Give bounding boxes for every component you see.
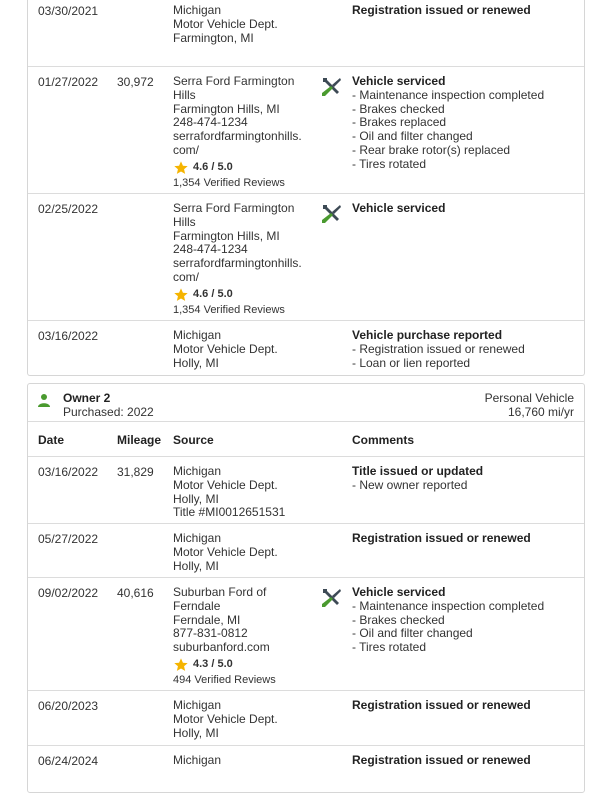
- record-date: 03/30/2021: [38, 4, 99, 18]
- source-line: Motor Vehicle Dept.: [173, 711, 278, 726]
- dealer-phone-link[interactable]: 248-474-1234: [173, 242, 248, 257]
- record-comments: [352, 202, 582, 216]
- source-line: Holly, MI: [173, 725, 219, 740]
- source-line: Motor Vehicle Dept.: [173, 341, 278, 356]
- comment-item: - Oil and filter changed: [352, 626, 473, 641]
- dealer-rating[interactable]: [173, 287, 313, 303]
- record-source: [173, 465, 313, 520]
- comment-title: Registration issued or renewed: [352, 3, 531, 17]
- record-comments: [352, 699, 582, 713]
- comment-title: Vehicle serviced: [352, 74, 446, 88]
- comment-item: - Brakes replaced: [352, 115, 447, 130]
- record-mileage: 30,972: [117, 75, 154, 89]
- comment-item: - Oil and filter changed: [352, 129, 473, 144]
- rating-score: 4.3 / 5.0: [193, 658, 233, 671]
- record-date: 06/20/2023: [38, 699, 99, 713]
- owner-header: [28, 384, 584, 422]
- dealer-phone-link[interactable]: 248-474-1234: [173, 115, 248, 130]
- rating-score: 4.6 / 5.0: [193, 160, 233, 173]
- dealer-name-link[interactable]: Serra Ford Farmington: [173, 74, 295, 88]
- dealer-website-link[interactable]: com/: [173, 269, 200, 284]
- record-comments: [352, 4, 582, 18]
- star-icon: [173, 160, 189, 176]
- owner-title: Owner 2: [63, 391, 111, 405]
- history-row: [28, 524, 584, 578]
- source-line: Michigan: [173, 328, 222, 342]
- comment-title: Vehicle serviced: [352, 201, 446, 215]
- record-source: [173, 532, 313, 573]
- dealer-website-link[interactable]: serrafordfarmingtonhills.: [173, 256, 302, 271]
- dealer-rating[interactable]: [173, 657, 313, 673]
- history-row: [28, 746, 584, 794]
- source-line: Motor Vehicle Dept.: [173, 477, 278, 492]
- dealer-name-link[interactable]: Hills: [173, 87, 196, 102]
- history-row: [28, 321, 584, 376]
- record-mileage: 40,616: [117, 586, 154, 600]
- comment-title: Title issued or updated: [352, 464, 484, 478]
- record-comments: [352, 75, 582, 172]
- source-line: Holly, MI: [173, 491, 219, 506]
- wrench-screwdriver-icon: [319, 586, 343, 610]
- col-header-source: Source: [173, 433, 214, 447]
- source-line: Michigan: [173, 464, 222, 478]
- record-source: [173, 4, 313, 45]
- record-date: 06/24/2024: [38, 754, 99, 768]
- record-date: 01/27/2022: [38, 75, 99, 89]
- dealer-name-link[interactable]: Suburban Ford of: [173, 585, 267, 599]
- record-source: [173, 754, 313, 768]
- record-comments: [352, 586, 582, 655]
- annual-miles: 16,760 mi/yr: [507, 405, 574, 419]
- verified-reviews-link[interactable]: 494 Verified Reviews: [173, 673, 276, 686]
- record-source: [173, 586, 313, 688]
- comment-title: Vehicle purchase reported: [352, 328, 503, 342]
- source-line: Michigan: [173, 698, 222, 712]
- record-comments: [352, 754, 582, 768]
- record-source: [173, 75, 313, 191]
- star-icon: [173, 287, 189, 303]
- comment-item: - Tires rotated: [352, 640, 427, 655]
- col-header-mileage: Mileage: [117, 433, 162, 447]
- person-icon: [37, 393, 51, 407]
- source-line: Farmington Hills, MI: [173, 101, 280, 116]
- record-date: 03/16/2022: [38, 329, 99, 343]
- record-comments: [352, 465, 582, 493]
- dealer-name-link[interactable]: Ferndale: [173, 598, 221, 613]
- source-line: Ferndale, MI: [173, 612, 241, 627]
- history-row: [28, 67, 584, 194]
- comment-item: - Brakes checked: [352, 101, 445, 116]
- history-row: [28, 0, 584, 67]
- owner-purchased: Purchased: 2022: [63, 405, 154, 419]
- owner1-history-card: [27, 0, 585, 376]
- source-line: Farmington, MI: [173, 30, 254, 45]
- dealer-website-link[interactable]: com/: [173, 142, 200, 157]
- comment-title: Registration issued or renewed: [352, 753, 531, 767]
- history-row: [28, 691, 584, 746]
- star-icon: [173, 657, 189, 673]
- record-comments: [352, 532, 582, 546]
- col-header-date: Date: [38, 433, 65, 447]
- history-row: [28, 457, 584, 524]
- comment-item: - Maintenance inspection completed: [352, 87, 545, 102]
- rating-score: 4.6 / 5.0: [193, 287, 233, 300]
- verified-reviews-link[interactable]: 1,354 Verified Reviews: [173, 303, 285, 316]
- record-date: 02/25/2022: [38, 202, 99, 216]
- comment-title: Vehicle serviced: [352, 585, 446, 599]
- source-line: Motor Vehicle Dept.: [173, 16, 278, 31]
- wrench-screwdriver-icon: [319, 75, 343, 99]
- source-line: Holly, MI: [173, 355, 219, 370]
- comment-item: - Loan or lien reported: [352, 355, 471, 370]
- vehicle-type: Personal Vehicle: [484, 391, 574, 405]
- comment-item: - Rear brake rotor(s) replaced: [352, 142, 511, 157]
- wrench-screwdriver-icon: [319, 202, 343, 226]
- record-comments: [352, 329, 582, 370]
- dealer-rating[interactable]: [173, 160, 313, 176]
- source-line: Michigan: [173, 753, 222, 767]
- source-line: Motor Vehicle Dept.: [173, 544, 278, 559]
- record-date: 05/27/2022: [38, 532, 99, 546]
- source-line: Michigan: [173, 3, 222, 17]
- dealer-name-link[interactable]: Hills: [173, 214, 196, 229]
- record-source: [173, 202, 313, 318]
- source-line: Title #MI0012651531: [173, 505, 286, 520]
- record-date: 09/02/2022: [38, 586, 99, 600]
- comment-item: - Brakes checked: [352, 612, 445, 627]
- history-row: [28, 578, 584, 691]
- comment-item: - Registration issued or renewed: [352, 341, 525, 356]
- comment-item: - Maintenance inspection completed: [352, 598, 545, 613]
- dealer-website-link[interactable]: suburbanford.com: [173, 640, 270, 655]
- source-line: Michigan: [173, 531, 222, 545]
- verified-reviews-link[interactable]: 1,354 Verified Reviews: [173, 176, 285, 189]
- record-source: [173, 329, 313, 370]
- source-line: Farmington Hills, MI: [173, 228, 280, 243]
- comment-title: Registration issued or renewed: [352, 698, 531, 712]
- comment-item: - Tires rotated: [352, 156, 427, 171]
- source-line: Holly, MI: [173, 558, 219, 573]
- dealer-website-link[interactable]: serrafordfarmingtonhills.: [173, 129, 302, 144]
- history-row: [28, 194, 584, 321]
- record-source: [173, 699, 313, 740]
- owner2-history-card: [27, 383, 585, 793]
- dealer-name-link[interactable]: Serra Ford Farmington: [173, 201, 295, 215]
- dealer-phone-link[interactable]: 877-831-0812: [173, 626, 248, 641]
- comment-item: - New owner reported: [352, 477, 468, 492]
- record-mileage: 31,829: [117, 465, 154, 479]
- col-header-comments: Comments: [352, 433, 415, 447]
- table-header: [28, 422, 584, 457]
- record-date: 03/16/2022: [38, 465, 99, 479]
- comment-title: Registration issued or renewed: [352, 531, 531, 545]
